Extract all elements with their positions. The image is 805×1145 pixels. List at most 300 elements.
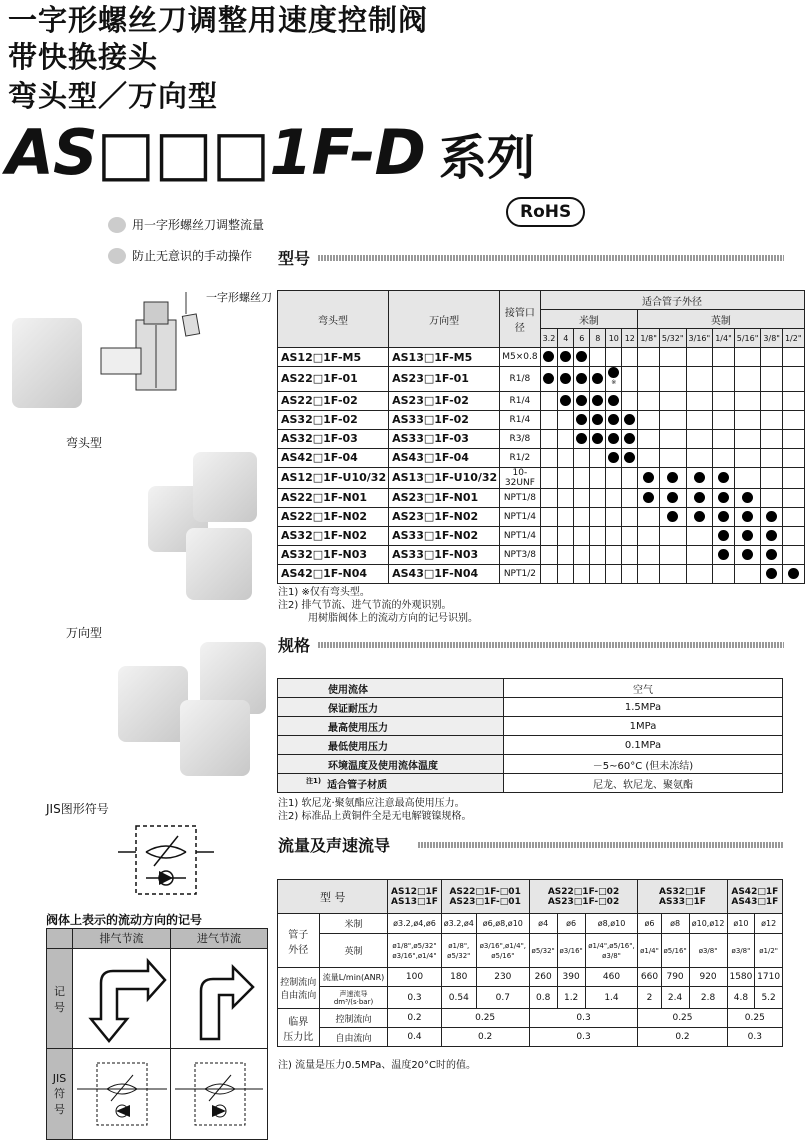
compat-cell xyxy=(558,526,574,545)
spec-label xyxy=(278,679,504,698)
crit-ctrl-value: 0.25 xyxy=(441,1009,529,1028)
compatible-dot-icon xyxy=(766,568,777,579)
compat-cell xyxy=(590,348,606,367)
elbow-model: AS32□1F-N02 xyxy=(278,526,389,545)
compat-cell xyxy=(558,545,574,564)
rohs-badge: RoHS xyxy=(506,197,585,227)
flow-rate-value: 1580 xyxy=(727,968,755,987)
compat-cell xyxy=(590,507,606,526)
compat-cell xyxy=(574,545,590,564)
compatible-dot-icon xyxy=(766,530,777,541)
spec-label xyxy=(278,717,504,736)
compat-cell xyxy=(734,545,761,564)
model-row xyxy=(278,564,805,583)
spec-value: －5~60°C (但未冻结) xyxy=(504,755,783,774)
compat-cell xyxy=(574,507,590,526)
crit-ctrl-value: 0.25 xyxy=(727,1009,782,1028)
compatible-dot-icon xyxy=(742,492,753,503)
spec-section-title: 规格 xyxy=(278,636,311,655)
compat-cell xyxy=(713,410,735,429)
compat-cell xyxy=(686,348,713,367)
port-size: R1/8 xyxy=(500,367,540,392)
compat-cell xyxy=(782,410,804,429)
tube-size-header: 8 xyxy=(590,329,606,348)
flow-section-title: 流量及声速流导 xyxy=(278,836,391,855)
compat-cell xyxy=(590,429,606,448)
universal-model: AS23□1F-N02 xyxy=(389,507,500,526)
elbow-model: AS22□1F-N02 xyxy=(278,507,389,526)
universal-model: AS13□1F-M5 xyxy=(389,348,500,367)
compat-cell xyxy=(606,391,622,410)
compatible-dot-icon xyxy=(742,530,753,541)
compat-cell xyxy=(713,507,735,526)
compat-cell xyxy=(782,367,804,392)
compat-cell xyxy=(734,391,761,410)
jis-label: JIS图形符号 xyxy=(46,802,109,816)
compat-cell xyxy=(686,545,713,564)
compat-cell xyxy=(540,448,558,467)
spec-row xyxy=(278,717,783,736)
flow-metric-value: ø6 xyxy=(557,914,585,934)
flow-metric-label: 米制 xyxy=(319,914,388,934)
compat-cell xyxy=(638,467,660,488)
flowdir-col1: 排气节流 xyxy=(73,929,171,949)
tube-size-header: 1/4" xyxy=(713,329,735,348)
tube-size-header: 1/2" xyxy=(782,329,804,348)
spec-row xyxy=(278,774,783,793)
compat-cell xyxy=(574,429,590,448)
compat-cell xyxy=(622,488,638,507)
compat-cell xyxy=(622,526,638,545)
compat-cell xyxy=(558,467,574,488)
spec-value: 尼龙、软尼龙、聚氨酯 xyxy=(504,774,783,793)
compat-cell xyxy=(713,488,735,507)
compat-cell xyxy=(606,526,622,545)
flow-rate-value: 180 xyxy=(441,968,476,987)
compat-cell xyxy=(734,488,761,507)
model-row xyxy=(278,410,805,429)
port-header: 接管口径 xyxy=(500,291,540,348)
compatible-dot-icon xyxy=(624,433,635,444)
model-row xyxy=(278,467,805,488)
compat-cell xyxy=(659,410,686,429)
compatible-dot-icon xyxy=(742,549,753,560)
elbow-model: AS42□1F-04 xyxy=(278,448,389,467)
port-size: NPT1/4 xyxy=(500,507,540,526)
compat-cell xyxy=(761,367,783,392)
flow-inch-value: ø5/16" xyxy=(661,934,689,968)
spec-table xyxy=(277,678,783,793)
jis-symbol xyxy=(118,822,214,898)
compat-cell xyxy=(606,488,622,507)
universal-model: AS23□1F-01 xyxy=(389,367,500,392)
spec-label-text: 最低使用压力 xyxy=(328,741,388,753)
spec-row xyxy=(278,679,783,698)
elbow-model: AS22□1F-N01 xyxy=(278,488,389,507)
compatible-dot-icon xyxy=(543,373,554,384)
compat-cell xyxy=(574,448,590,467)
flow-cond-value: 4.8 xyxy=(727,987,755,1009)
title-line-2: 带快换接头 xyxy=(8,40,159,74)
model-row xyxy=(278,545,805,564)
compat-cell xyxy=(590,526,606,545)
spec-label-text: 环境温度及使用流体温度 xyxy=(328,760,438,772)
flow-inch-value: ø3/16" xyxy=(557,934,585,968)
crit-ctrl-value: 0.2 xyxy=(388,1009,441,1028)
universal-model: AS23□1F-02 xyxy=(389,391,500,410)
compat-cell xyxy=(638,429,660,448)
compat-cell xyxy=(558,507,574,526)
compatible-dot-icon xyxy=(624,452,635,463)
universal-model: AS43□1F-04 xyxy=(389,448,500,467)
flow-rate-value: 1710 xyxy=(755,968,783,987)
compat-cell xyxy=(590,467,606,488)
crit-free-value: 0.2 xyxy=(638,1028,727,1047)
flow-group-5: AS42□1F AS43□1F xyxy=(727,880,782,914)
port-size: R1/4 xyxy=(500,410,540,429)
elbow-model: AS32□1F-03 xyxy=(278,429,389,448)
compat-cell xyxy=(761,467,783,488)
tube-size-header: 5/32" xyxy=(659,329,686,348)
port-size: R1/4 xyxy=(500,391,540,410)
compat-cell xyxy=(638,564,660,583)
compat-cell xyxy=(590,391,606,410)
flow-metric-value: ø10 xyxy=(727,914,755,934)
elbow-model: AS22□1F-02 xyxy=(278,391,389,410)
compat-cell xyxy=(659,391,686,410)
spec-value: 1MPa xyxy=(504,717,783,736)
compat-cell xyxy=(540,564,558,583)
model-row xyxy=(278,507,805,526)
compatible-dot-icon xyxy=(608,367,619,378)
universal-model: AS33□1F-02 xyxy=(389,410,500,429)
tube-header: 适合管子外径 xyxy=(540,291,804,310)
exhaust-jis-icon xyxy=(73,1049,171,1139)
compat-cell xyxy=(622,545,638,564)
compat-cell xyxy=(622,348,638,367)
flow-cond-label: 声速流导 dm³/(s·bar) xyxy=(319,987,388,1009)
elbow-photo-medium xyxy=(193,452,257,522)
crit-ctrl-label: 控制流向 xyxy=(319,1009,388,1028)
section-divider xyxy=(318,255,784,261)
compatible-dot-icon xyxy=(667,511,678,522)
port-size: NPT1/4 xyxy=(500,526,540,545)
compat-cell xyxy=(540,348,558,367)
compat-cell xyxy=(782,467,804,488)
flow-inch-value: ø3/8" xyxy=(727,934,755,968)
flow-rate-value: 390 xyxy=(557,968,585,987)
flow-metric-value: ø10,ø12 xyxy=(689,914,727,934)
crit-label: 临界 压力比 xyxy=(278,1009,320,1047)
tube-size-header: 3/8" xyxy=(761,329,783,348)
spec-value: 0.1MPa xyxy=(504,736,783,755)
compat-cell xyxy=(558,488,574,507)
compatible-dot-icon xyxy=(718,511,729,522)
compat-cell xyxy=(734,429,761,448)
compatible-dot-icon xyxy=(694,472,705,483)
spec-label xyxy=(278,774,504,793)
series-code: AS□□□1F-D xyxy=(6,116,425,189)
compat-cell xyxy=(686,448,713,467)
port-size: NPT1/8 xyxy=(500,488,540,507)
compat-cell xyxy=(659,488,686,507)
compat-cell xyxy=(638,367,660,392)
compatible-dot-icon xyxy=(742,511,753,522)
compat-cell xyxy=(606,507,622,526)
compat-cell xyxy=(734,410,761,429)
compatible-dot-icon xyxy=(592,414,603,425)
model-row xyxy=(278,448,805,467)
compat-cell xyxy=(590,545,606,564)
universal-model: AS13□1F-U10/32 xyxy=(389,467,500,488)
section-divider xyxy=(318,642,784,648)
inch-header: 英制 xyxy=(638,310,804,329)
compat-cell xyxy=(734,348,761,367)
flow-inch-value: ø1/4",ø5/16", ø3/8" xyxy=(585,934,638,968)
compat-cell xyxy=(622,564,638,583)
spec-note-mark: 注1) xyxy=(306,777,322,786)
universal-photo-large xyxy=(180,700,250,776)
model-row xyxy=(278,488,805,507)
compat-cell xyxy=(782,429,804,448)
compat-cell xyxy=(761,507,783,526)
flow-cond-value: 0.54 xyxy=(441,987,476,1009)
compat-cell xyxy=(782,448,804,467)
compat-cell xyxy=(659,448,686,467)
flow-rate-value: 100 xyxy=(388,968,441,987)
series-suffix: 系列 xyxy=(438,130,535,186)
compatible-dot-icon xyxy=(718,492,729,503)
compatible-dot-icon xyxy=(608,433,619,444)
compat-cell xyxy=(574,564,590,583)
compat-cell xyxy=(734,564,761,583)
spec-label-text: 最高使用压力 xyxy=(328,722,388,734)
compat-cell xyxy=(638,448,660,467)
spec-label-text: 适合管子材质 xyxy=(327,779,388,791)
flowdir-title: 阀体上表示的流动方向的记号 xyxy=(46,913,203,927)
elbow-only-mark: ※ xyxy=(611,378,617,386)
compat-cell xyxy=(574,391,590,410)
model-section-title: 型号 xyxy=(278,249,311,268)
tube-size-header: 10 xyxy=(606,329,622,348)
flowdir-table xyxy=(46,928,268,1140)
spec-note-2: 注2) 标准品上黄铜件全是无电解镀镍规格。 xyxy=(278,811,472,822)
compatible-dot-icon xyxy=(576,395,587,406)
compat-cell xyxy=(638,507,660,526)
tube-size-header: 3/16" xyxy=(686,329,713,348)
compat-cell xyxy=(606,448,622,467)
compatible-dot-icon xyxy=(592,433,603,444)
bullet-icon xyxy=(108,217,126,233)
flow-inch-value: ø1/8", ø5/32" xyxy=(441,934,476,968)
crit-ctrl-value: 0.3 xyxy=(529,1009,638,1028)
flow-metric-value: ø8,ø10 xyxy=(585,914,638,934)
compat-cell xyxy=(638,488,660,507)
flow-metric-value: ø3.2,ø4,ø6 xyxy=(388,914,441,934)
compat-cell xyxy=(622,410,638,429)
screwdriver-label: 一字形螺丝刀 xyxy=(206,291,272,304)
compat-cell xyxy=(686,429,713,448)
compatible-dot-icon xyxy=(718,549,729,560)
tube-size-header: 12 xyxy=(622,329,638,348)
model-row xyxy=(278,367,805,392)
model-row xyxy=(278,391,805,410)
flow-rate-value: 460 xyxy=(585,968,638,987)
compat-cell xyxy=(686,467,713,488)
compatible-dot-icon xyxy=(608,452,619,463)
compat-cell xyxy=(540,545,558,564)
compatible-dot-icon xyxy=(766,511,777,522)
compat-cell xyxy=(638,526,660,545)
flow-ctrl-label: 控制流向 自由流向 xyxy=(278,968,320,1009)
model-note-2: 注2) 排气节流、进气节流的外观识别。 xyxy=(278,600,452,611)
compat-cell xyxy=(734,507,761,526)
spec-row xyxy=(278,755,783,774)
compat-cell xyxy=(606,410,622,429)
flow-cond-value: 5.2 xyxy=(755,987,783,1009)
universal-model: AS33□1F-N02 xyxy=(389,526,500,545)
compat-cell xyxy=(782,564,804,583)
compatible-dot-icon xyxy=(694,511,705,522)
compat-cell xyxy=(558,348,574,367)
spec-note-1: 注1) 软尼龙·聚氨酯应注意最高使用压力。 xyxy=(278,798,465,809)
spec-row xyxy=(278,736,783,755)
flow-inch-value: ø1/4" xyxy=(638,934,661,968)
compatible-dot-icon xyxy=(643,492,654,503)
universal-model: AS23□1F-N01 xyxy=(389,488,500,507)
compat-cell xyxy=(590,410,606,429)
compat-cell xyxy=(659,429,686,448)
universal-label: 万向型 xyxy=(66,626,103,640)
flow-cond-value: 2.4 xyxy=(661,987,689,1009)
compat-cell xyxy=(606,564,622,583)
compat-cell xyxy=(606,348,622,367)
compatible-dot-icon xyxy=(788,568,799,579)
compat-cell xyxy=(659,507,686,526)
flow-metric-value: ø8 xyxy=(661,914,689,934)
compat-cell xyxy=(606,367,622,392)
spec-label xyxy=(278,698,504,717)
compat-cell xyxy=(761,564,783,583)
compat-cell xyxy=(606,467,622,488)
elbow-model: AS12□1F-U10/32 xyxy=(278,467,389,488)
spec-label-text: 保证耐压力 xyxy=(328,703,378,715)
flow-inch-value: ø1/2" xyxy=(755,934,783,968)
compat-cell xyxy=(558,367,574,392)
compatible-dot-icon xyxy=(643,472,654,483)
compatible-dot-icon xyxy=(576,351,587,362)
compat-cell xyxy=(734,467,761,488)
compat-cell xyxy=(686,488,713,507)
port-size: R1/2 xyxy=(500,448,540,467)
compat-cell xyxy=(782,507,804,526)
intake-arrow-icon xyxy=(171,949,267,1049)
compat-cell xyxy=(622,467,638,488)
flow-metric-value: ø12 xyxy=(755,914,783,934)
compat-cell xyxy=(782,391,804,410)
compat-cell xyxy=(558,391,574,410)
flow-inch-label: 英制 xyxy=(319,934,388,968)
flowdir-row2: JIS 符 号 xyxy=(47,1049,73,1139)
bullet-icon xyxy=(108,248,126,264)
compat-cell xyxy=(638,410,660,429)
compat-cell xyxy=(574,488,590,507)
compat-cell xyxy=(686,526,713,545)
title-line-3: 弯头型／万向型 xyxy=(8,79,219,113)
compatible-dot-icon xyxy=(766,549,777,560)
compat-cell xyxy=(761,545,783,564)
compat-cell xyxy=(782,348,804,367)
metric-header: 米制 xyxy=(540,310,638,329)
elbow-photo-large xyxy=(186,528,252,600)
compat-cell xyxy=(606,429,622,448)
port-size: NPT1/2 xyxy=(500,564,540,583)
universal-header: 万向型 xyxy=(389,291,500,348)
compat-cell xyxy=(659,348,686,367)
compat-cell xyxy=(622,448,638,467)
universal-model: AS43□1F-N04 xyxy=(389,564,500,583)
flow-rate-value: 260 xyxy=(529,968,557,987)
flow-group-1: AS12□1F AS13□1F xyxy=(388,880,441,914)
flow-cond-value: 2.8 xyxy=(689,987,727,1009)
compatible-dot-icon xyxy=(608,395,619,406)
flowdir-col2: 进气节流 xyxy=(171,929,267,949)
compat-cell xyxy=(622,367,638,392)
compatible-dot-icon xyxy=(667,472,678,483)
compat-cell xyxy=(590,564,606,583)
compat-cell xyxy=(686,391,713,410)
compat-cell xyxy=(574,526,590,545)
port-size: M5×0.8 xyxy=(500,348,540,367)
flowdir-row1: 记 号 xyxy=(47,949,73,1049)
tube-size-header: 5/16" xyxy=(734,329,761,348)
compat-cell xyxy=(540,488,558,507)
flow-metric-value: ø4 xyxy=(529,914,557,934)
compat-cell xyxy=(713,391,735,410)
elbow-model: AS32□1F-N03 xyxy=(278,545,389,564)
flow-cond-value: 0.3 xyxy=(388,987,441,1009)
crit-ctrl-value: 0.25 xyxy=(638,1009,727,1028)
compat-cell xyxy=(734,367,761,392)
compatible-dot-icon xyxy=(592,373,603,384)
flow-inch-value: ø5/32" xyxy=(529,934,557,968)
compat-cell xyxy=(540,391,558,410)
flow-cond-value: 1.2 xyxy=(557,987,585,1009)
feature-text: 用一字形螺丝刀调整流量 xyxy=(132,218,265,232)
compat-cell xyxy=(761,410,783,429)
compat-cell xyxy=(713,467,735,488)
flow-tube-label: 管子 外径 xyxy=(278,914,320,968)
feature-text: 防止无意识的手动操作 xyxy=(132,249,253,263)
flow-metric-value: ø3.2,ø4 xyxy=(441,914,476,934)
elbow-model: AS42□1F-N04 xyxy=(278,564,389,583)
universal-model: AS33□1F-03 xyxy=(389,429,500,448)
intake-jis-icon xyxy=(171,1049,267,1139)
crit-free-label: 自由流向 xyxy=(319,1028,388,1047)
flow-cond-value: 2 xyxy=(638,987,661,1009)
spec-row xyxy=(278,698,783,717)
compat-cell xyxy=(713,348,735,367)
compat-cell xyxy=(558,564,574,583)
model-row xyxy=(278,348,805,367)
series-heading xyxy=(6,116,535,189)
compat-cell xyxy=(540,467,558,488)
compat-cell xyxy=(540,526,558,545)
compatible-dot-icon xyxy=(576,373,587,384)
model-note-1: 注1) ※仅有弯头型。 xyxy=(278,587,370,598)
port-size: R3/8 xyxy=(500,429,540,448)
compat-cell xyxy=(590,488,606,507)
